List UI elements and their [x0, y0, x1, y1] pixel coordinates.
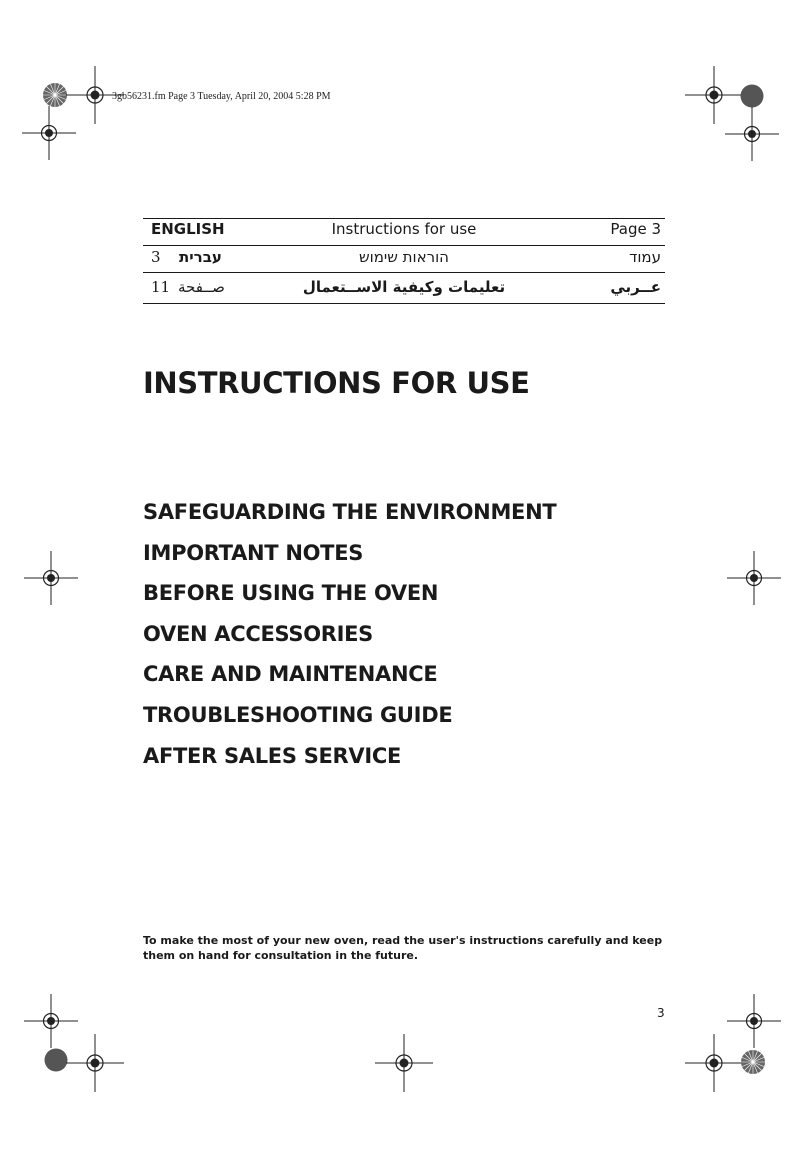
- section-heading: CARE AND MAINTENANCE: [143, 662, 438, 687]
- language-row-english: [143, 218, 665, 245]
- section-heading: OVEN ACCESSORIES: [143, 621, 374, 646]
- language-page-label: صــفحة: [178, 278, 225, 296]
- language-page-label: עמוד: [629, 248, 661, 266]
- section-list: [143, 497, 556, 781]
- section-heading: AFTER SALES SERVICE: [143, 743, 402, 768]
- language-row-arabic: [143, 272, 665, 304]
- starburst-mark-icon: [728, 1037, 778, 1087]
- crosshair-mark-icon: [375, 1034, 433, 1092]
- crosshair-mark-icon: [725, 107, 779, 161]
- language-page: Page 3: [610, 220, 661, 238]
- section-heading: TROUBLESHOOTING GUIDE: [143, 702, 453, 727]
- solid-circle-mark-icon: [740, 84, 764, 108]
- crosshair-mark-icon: [24, 551, 78, 605]
- slug-line: 3gb56231.fm Page 3 Tuesday, April 20, 2004 5:28 PM: [112, 91, 331, 102]
- page-number: 3: [657, 1006, 665, 1020]
- language-title: Instructions for use: [331, 220, 477, 238]
- language-row-hebrew: [143, 245, 665, 272]
- language-name: עברית: [179, 248, 222, 266]
- usage-note: To make the most of your new oven, read the user's instructions carefully and keep them on hand for consultation in the future.: [143, 934, 663, 962]
- language-page-number: 11: [151, 278, 171, 296]
- crosshair-mark-icon: [727, 551, 781, 605]
- section-heading: BEFORE USING THE OVEN: [143, 581, 439, 606]
- language-name: ENGLISH: [151, 220, 225, 238]
- language-table: [143, 218, 665, 304]
- section-heading: SAFEGUARDING THE ENVIRONMENT: [143, 500, 557, 524]
- crosshair-mark-icon: [66, 1034, 124, 1092]
- language-title: הוראות שימוש: [359, 248, 449, 266]
- language-page-number: 3: [151, 248, 161, 266]
- language-title: تعليمات وكيفية الاســتعمال: [302, 278, 506, 296]
- solid-circle-mark-icon: [44, 1048, 68, 1072]
- language-name: عــربي: [610, 278, 661, 296]
- crosshair-mark-icon: [22, 106, 76, 160]
- page-title: INSTRUCTIONS FOR USE: [143, 366, 530, 400]
- section-heading: IMPORTANT NOTES: [143, 540, 364, 565]
